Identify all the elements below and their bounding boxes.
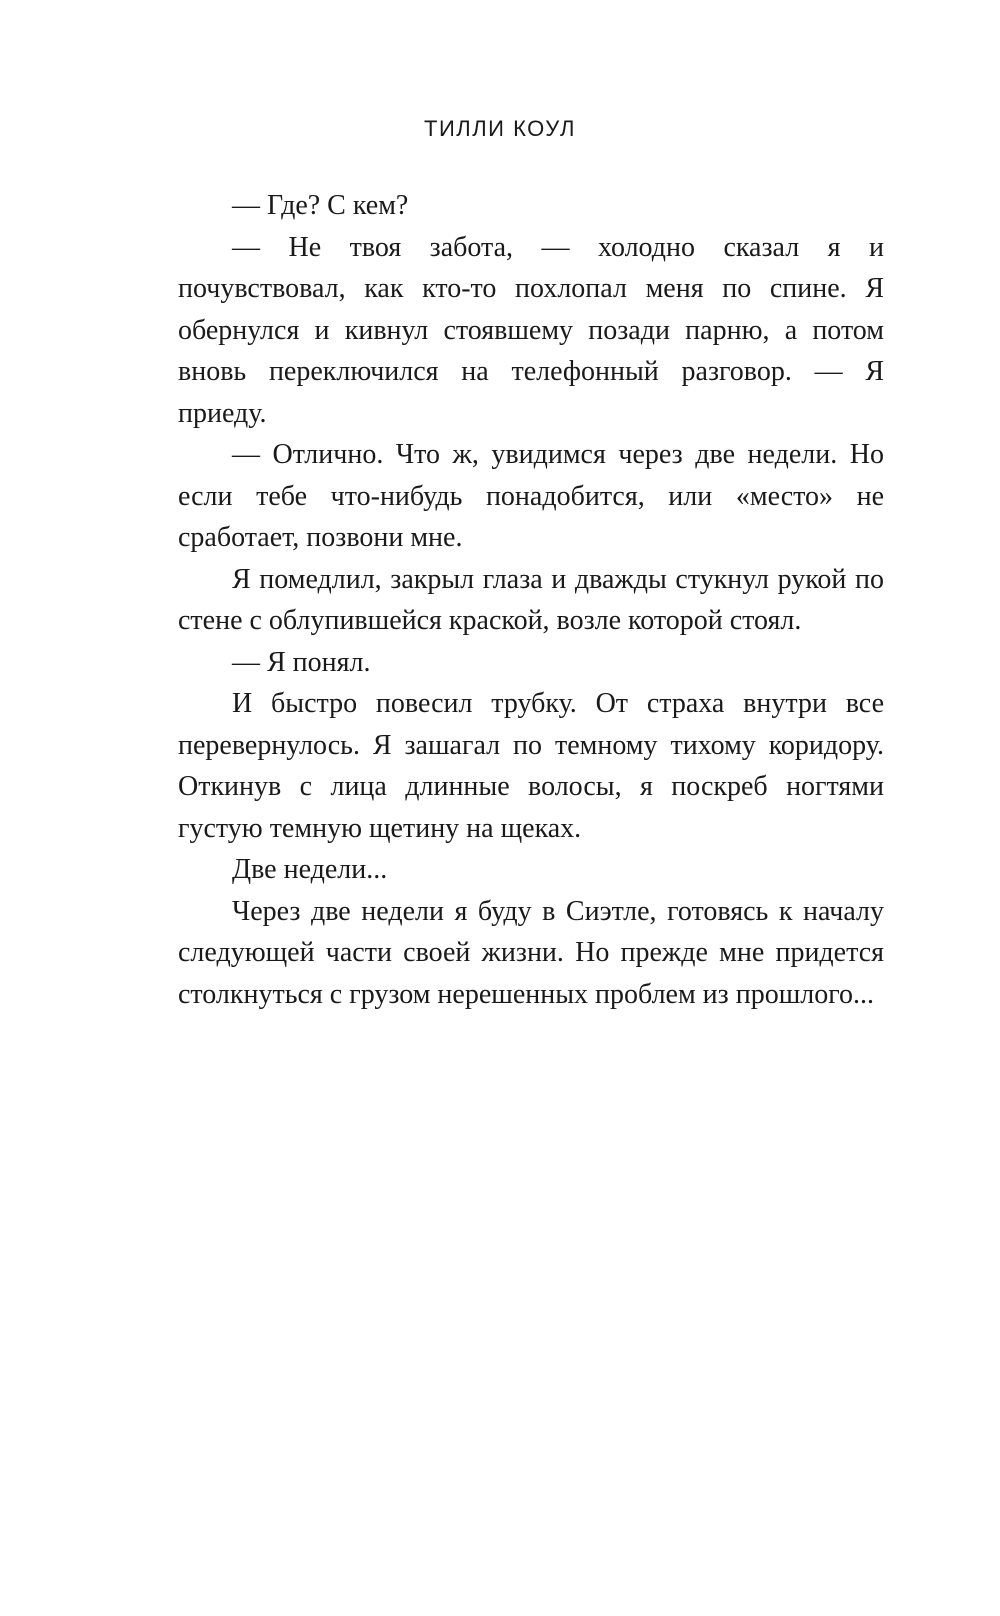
- running-head-author: ТИЛЛИ КОУЛ: [424, 116, 576, 141]
- paragraph: — Где? С кем?: [232, 190, 409, 221]
- paragraph: Через две недели я буду в Сиэтле, готовясь к началу следующей части своей жизни. Но прежде мне придется столкнуться с грузом нерешенных проблем из прошлого...: [178, 895, 884, 1010]
- body-text: [178, 185, 884, 1015]
- paragraph: — Отлично. Что ж, увидимся через две недели. Но если тебе что-нибудь понадобится, или «место» не сработает, позвони мне.: [178, 439, 884, 553]
- paragraph: И быстро повесил трубку. От страха внутри все перевернулось. Я зашагал по темному тихому коридору. Откинув с лица длинные волосы, я поскреб ногтями густую темную щетину на щеках.: [178, 688, 884, 844]
- paragraph: — Я понял.: [232, 646, 371, 678]
- paragraph: Две недели...: [232, 854, 388, 885]
- paragraph: — Не твоя забота, — холодно сказал я и почувствовал, как кто-то похлопал меня по спине. Я обернулся и кивнул стоявшему позади парню, а потом вновь переключился на телефонный разговор. — Я приеду.: [178, 231, 884, 429]
- paragraph: Я помедлил, закрыл глаза и дважды стукнул рукой по стене с облупившейся краской, возле которой стоял.: [178, 563, 884, 636]
